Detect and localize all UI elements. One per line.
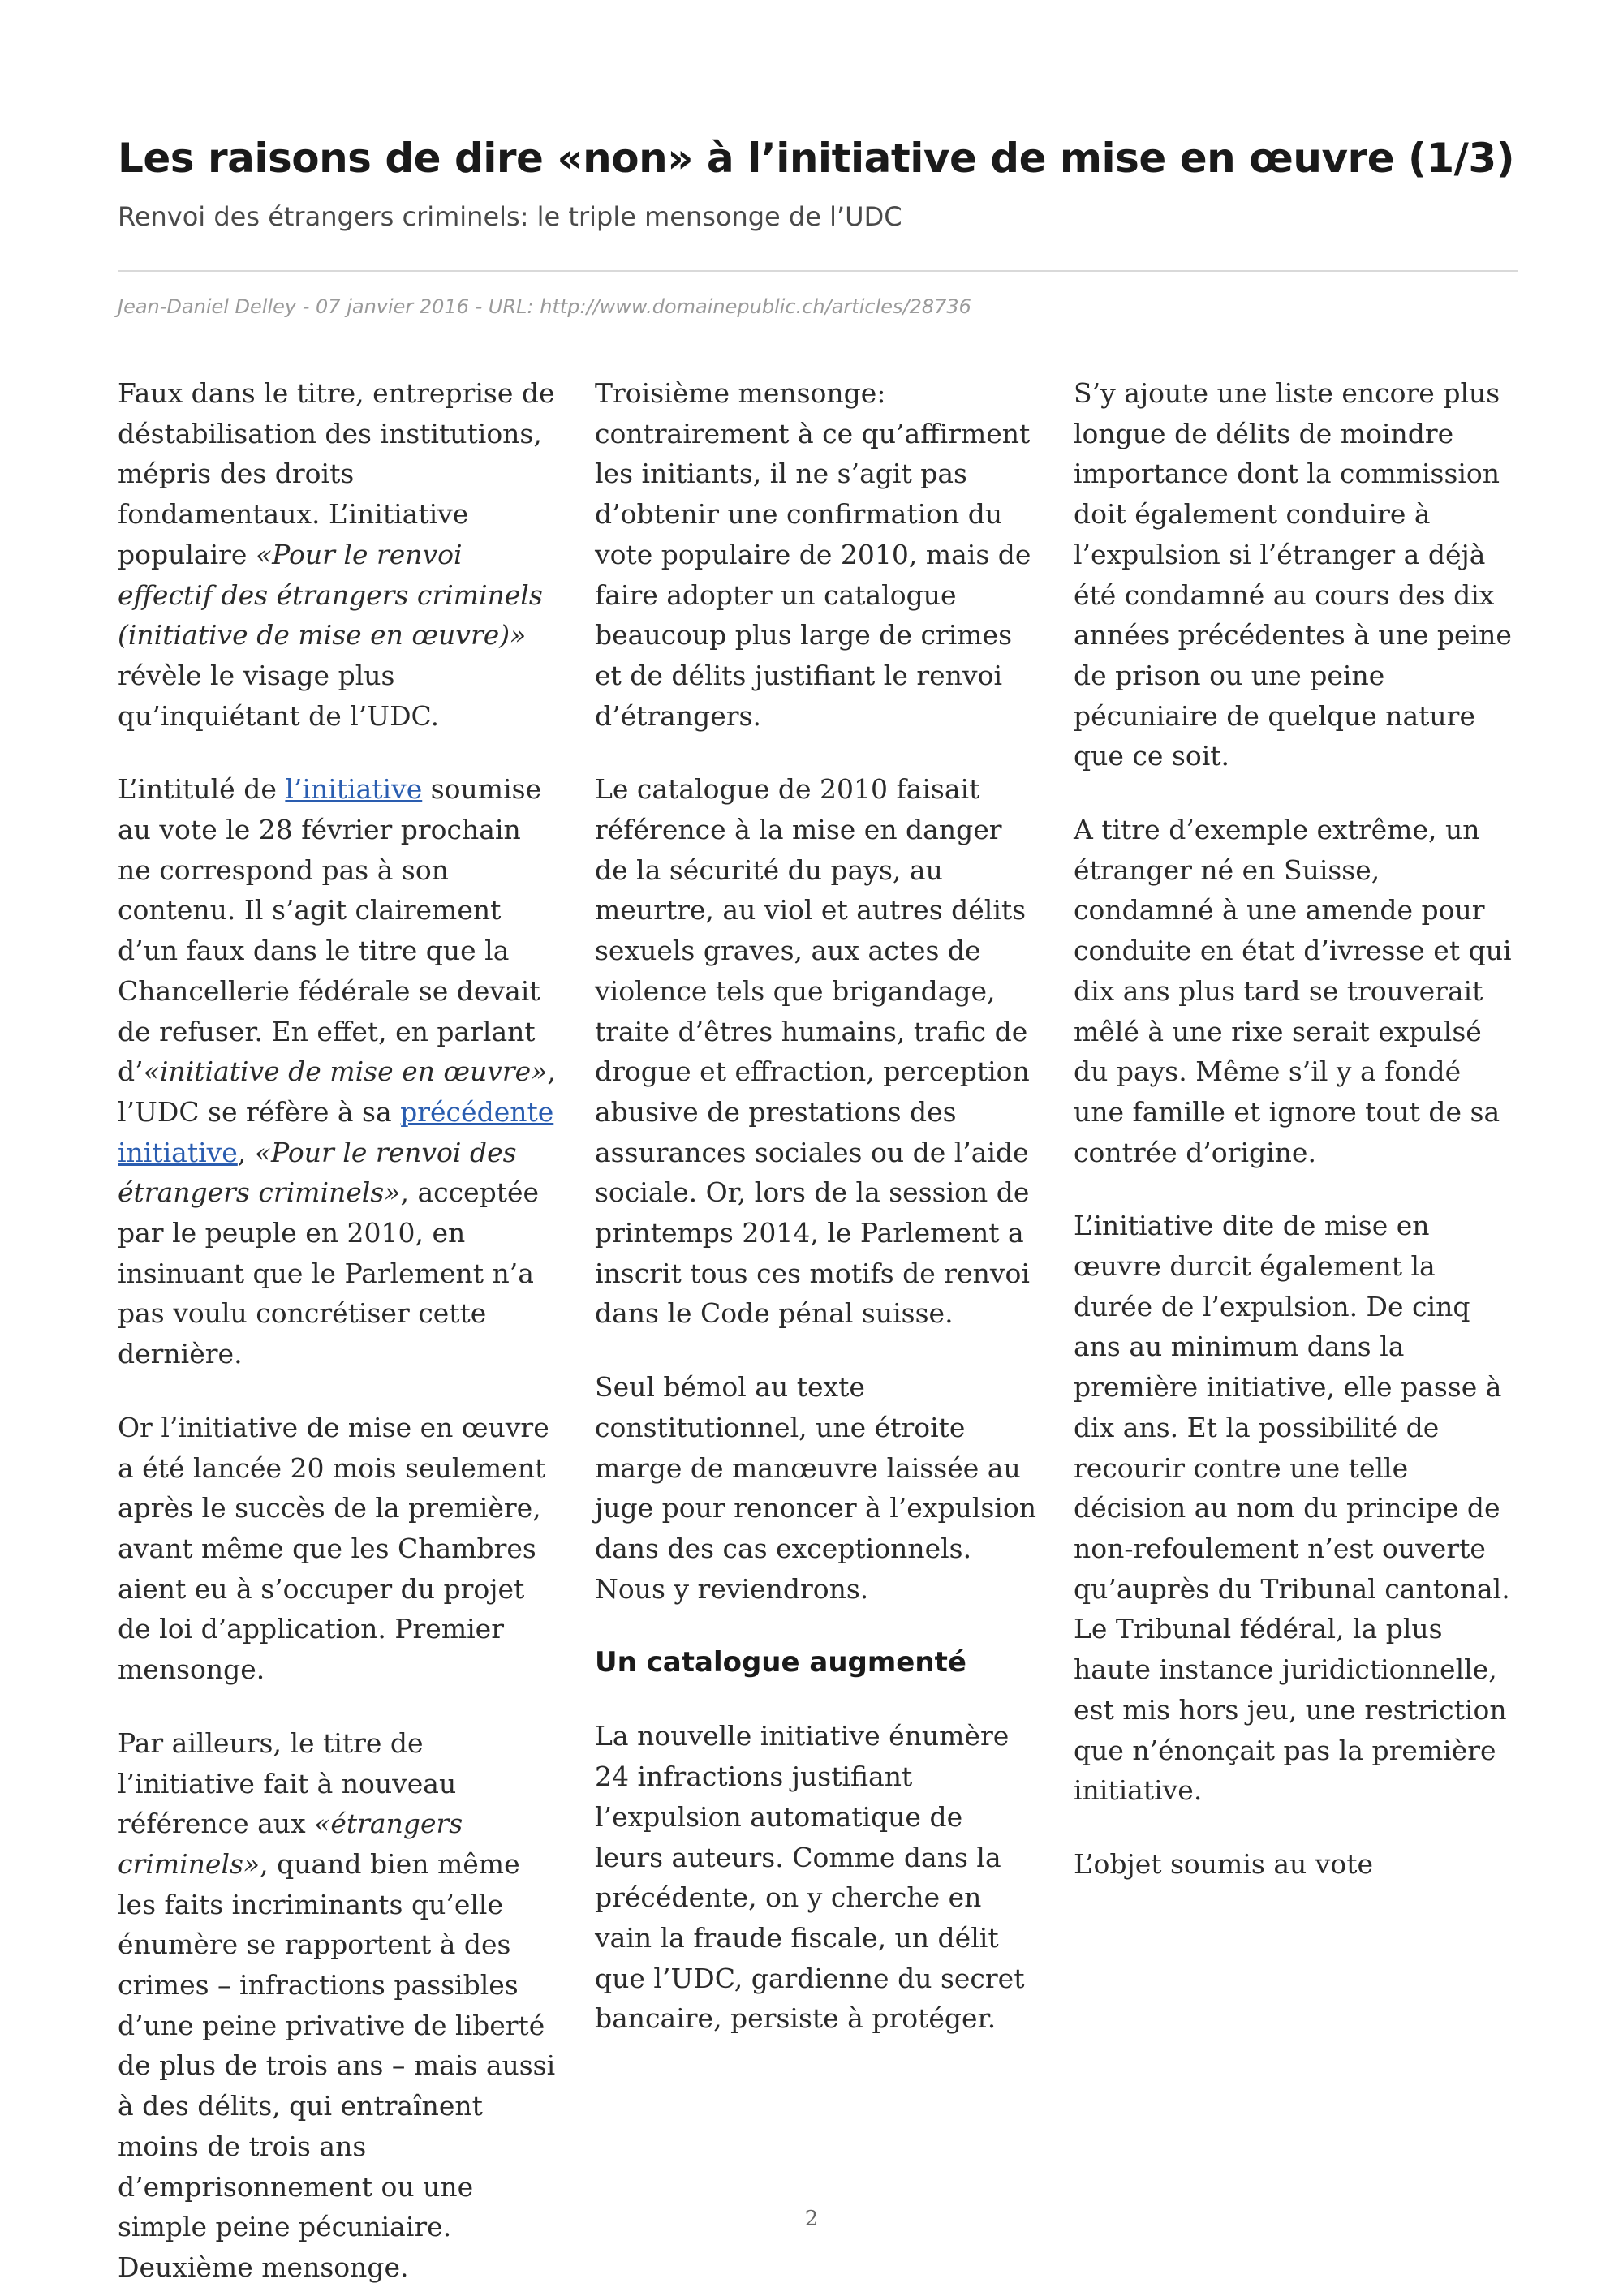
paragraph-10: A titre d’exemple extrême, un étranger né en Suisse, condamné à une amende pour conduite en état d’ivresse et qui dix ans plus tard se trouverait mêlé à une rixe serait expulsé du pays. Même s’il y a fondé une famille et ignore tout de sa contrée d’origine. bbox=[1074, 814, 1512, 1168]
paragraph-9: S’y ajoute une liste encore plus longue de délits de moindre importance dont la commission doit également conduire à l’expulsion si l’étranger a déjà été condamné au cours des dix années précédentes à une peine de prison ou une peine pécuniaire de quelque nature que ce soit. bbox=[1074, 377, 1512, 772]
paragraph-2-text-a: L’intitulé de bbox=[118, 773, 286, 806]
paragraph-1 bbox=[118, 373, 560, 736]
paragraph-1-text-c: révèle le visage plus qu’inquiétant de l’UDC. bbox=[118, 659, 440, 732]
paragraph-4-text-c: , quand bien même les faits incriminants qu’elle énumère se rapportent à des crimes – infractions passibles d’une peine privative de liberté de plus de trois ans – mais aussi à des délits, qui entraînent moins de trois ans d’emprisonnement ou une simple peine pécuniaire. Deuxième mensonge. bbox=[118, 1847, 556, 2283]
paragraph-2-text-d: , l’UDC se réfère à sa bbox=[118, 1056, 556, 1128]
paragraph-4-text-a: Par ailleurs, le titre de l’initiative fait à nouveau référence aux bbox=[118, 1726, 457, 1840]
initiative-link[interactable]: l’initiative bbox=[285, 773, 423, 806]
paragraph-6: Le catalogue de 2010 faisait référence à la mise en danger de la sécurité du pays, au meurtre, au viol et autres délits sexuels graves, aux actes de violence tels que brigandage, traite d’êtres humains, trafic de drogue et effraction, perception abusive de prestations des assurances sociales ou de l’aide sociale. Or, lors de la session de printemps 2014, le Parlement a inscrit tous ces motifs de renvoi dans le Code pénal suisse. bbox=[595, 773, 1030, 1330]
page-number: 2 bbox=[804, 2207, 819, 2231]
paragraph-2-text-g: , acceptée par le peuple en 2010, en insinuant que le Parlement n’a pas voulu concrétiser cette dernière. bbox=[118, 1176, 540, 1370]
renvoi-quote: «Pour le renvoi des étrangers criminels» bbox=[118, 1136, 517, 1209]
paragraph-3: Or l’initiative de mise en œuvre a été lancée 20 mois seulement après le succès de la première, avant même que les Chambres aient eu à s’occuper du projet de loi d’application. Premier mensonge. bbox=[118, 1411, 549, 1686]
etrangers-criminels-quote: «étrangers criminels» bbox=[118, 1808, 463, 1880]
paragraph-7: Seul bémol au texte constitutionnel, une étroite marge de manœuvre laissée au juge pour renoncer à l’expulsion dans des cas exceptionnels. Nous y reviendrons. bbox=[595, 1371, 1036, 1605]
paragraph-2 bbox=[118, 769, 560, 1374]
text-column-1 bbox=[118, 373, 560, 2288]
text-column-2 bbox=[595, 373, 1037, 2039]
article-header bbox=[118, 122, 1518, 237]
paragraph-2-text-b: soumise au vote le 28 février prochain ne correspond pas à son contenu. Il s’agit clairement d’un faux dans le titre que la Chancellerie fédérale se devait de refuser. En effet, en parlant d’ bbox=[118, 773, 542, 1088]
mise-en-oeuvre-quote: «initiative de mise en œuvre» bbox=[143, 1056, 548, 1088]
header-divider bbox=[118, 270, 1518, 272]
section-heading: Un catalogue augmenté bbox=[595, 1646, 966, 1679]
article-title: Les raisons de dire «non» à l’initiative de mise en œuvre (1/3) bbox=[118, 135, 1515, 182]
paragraph-2-text-e: , bbox=[237, 1136, 255, 1168]
previous-initiative-link[interactable]: précédente initiative bbox=[118, 1095, 554, 1168]
paragraph-1-text-a: Faux dans le titre, entreprise de déstabilisation des institutions, mépris des droits fondamentaux. L’initiative populaire bbox=[118, 377, 555, 570]
paragraph-5: Troisième mensonge: contrairement à ce qu’affirment les initiants, il ne s’agit pas d’obtenir une confirmation du vote populaire de 2010, mais de faire adopter un catalogue beaucoup plus large de crimes et de délits justifiant le renvoi d’étrangers. bbox=[595, 377, 1031, 732]
paragraph-8: La nouvelle initiative énumère 24 infractions justifiant l’expulsion automatique de leurs auteurs. Comme dans la précédente, on y cherche en vain la fraude fiscale, un délit que l’UDC, gardienne du secret bancaire, persiste à protéger. bbox=[595, 1720, 1025, 2035]
paragraph-4 bbox=[118, 1723, 560, 2288]
paragraph-12: L’objet soumis au vote bbox=[1074, 1847, 1374, 1880]
article-subtitle: Renvoi des étrangers criminels: le triple mensonge de l’UDC bbox=[118, 201, 902, 232]
paragraph-11: L’initiative dite de mise en œuvre durcit également la durée de l’expulsion. De cinq ans au minimum dans la première initiative, elle passe à dix ans. Et la possibilité de recourir contre une telle décision au nom du principe de non-refoulement n’est ouverte qu’auprès du Tribunal cantonal. Le Tribunal fédéral, la plus haute instance juridictionnelle, est mis hors jeu, une restriction que n’énonçait pas la première initiative. bbox=[1074, 1210, 1510, 1807]
article-meta: Jean-Daniel Delley - 07 janvier 2016 - URL: http://www.domainepublic.ch/articles/28736 bbox=[118, 295, 971, 318]
text-column-3 bbox=[1074, 373, 1516, 1885]
initiative-title-quote: «Pour le renvoi effectif des étrangers criminels (initiative de mise en œuvre)» bbox=[118, 538, 543, 651]
